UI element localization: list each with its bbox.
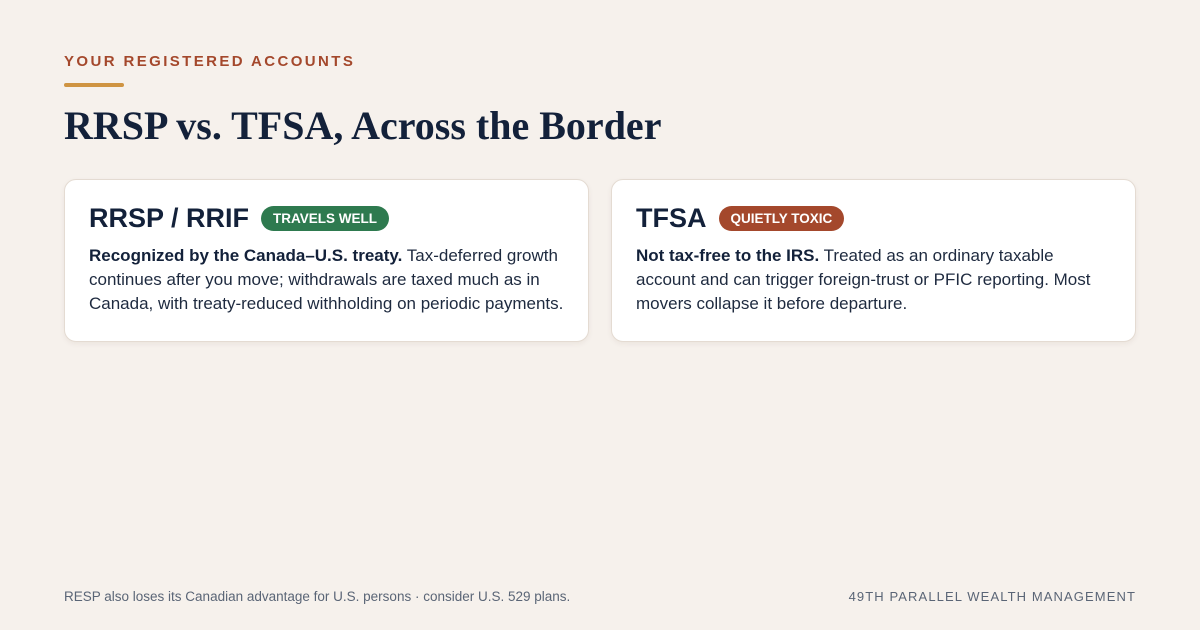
section-eyebrow: YOUR REGISTERED ACCOUNTS	[64, 53, 356, 70]
tfsa-card-text: Treated as an ordinary taxable account and can trigger foreign-trust or PFIC reporting. Most movers collapse it before departure.	[636, 246, 1091, 313]
rrsp-card-text: Tax-deferred growth continues after you move; withdrawals are taxed much as in Canada, with treaty-reduced withholding on periodic payments.	[89, 246, 564, 313]
tfsa-card	[611, 179, 1136, 342]
tfsa-card-body	[636, 244, 1111, 316]
rrsp-card-title: RRSP / RRIF	[89, 203, 250, 233]
rrsp-card-body	[89, 244, 564, 316]
rrsp-card-header	[89, 202, 564, 234]
account-cards	[64, 179, 1136, 342]
tfsa-card-title: TFSA	[636, 203, 707, 233]
accent-rule	[64, 83, 124, 87]
travels-well-badge: TRAVELS WELL	[261, 206, 389, 231]
page-title: RRSP vs. TFSA, Across the Border	[64, 103, 662, 148]
rrsp-card-lead: Recognized by the Canada–U.S. treaty.	[89, 246, 403, 265]
quietly-toxic-badge: QUIETLY TOXIC	[719, 206, 845, 231]
footer-note: RESP also loses its Canadian advantage for U.S. persons · consider U.S. 529 plans.	[64, 589, 571, 604]
tfsa-card-lead: Not tax-free to the IRS.	[636, 246, 820, 265]
tfsa-card-header	[636, 202, 1111, 234]
footer-brand: 49TH PARALLEL WEALTH MANAGEMENT	[848, 589, 1136, 604]
rrsp-card	[64, 179, 589, 342]
